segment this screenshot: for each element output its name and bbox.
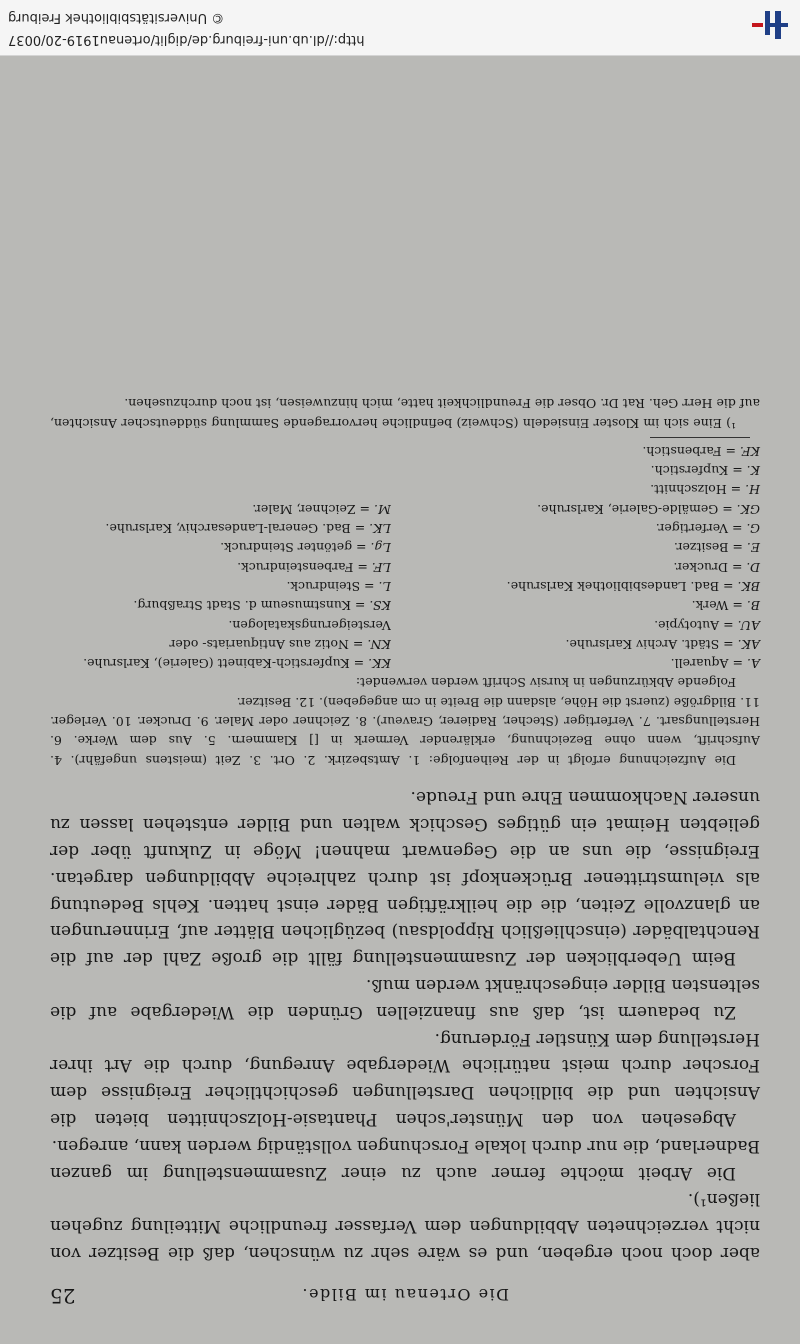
abbreviation-item: M. = Zeichner, Maler. bbox=[252, 501, 391, 517]
paragraph-4: Zu bedauern ist, daß aus finanziellen Gründen die Wiedergabe auf die seltensten Bilder eingeschränkt werden muß. bbox=[50, 975, 760, 1022]
abbreviations-intro: Folgende Abkürzungen in kursiv Schrift werden verwendet: bbox=[355, 675, 736, 691]
abbreviation-item: A. = Aquarell. bbox=[670, 656, 760, 672]
paragraph-2: Die Arbeit möchte ferner auch zu einer Zusammenstellung im ganzen Badnerland, die nur durch lokale Forschungen vollständig werden kann, anregen. bbox=[50, 1135, 760, 1183]
paragraph-3: Abgesehen von den Münster'schen Phantasie-Holzschnitten bieten die Ansichten und die bildlichen Darstellungen geschichtlicher Ereignisse dem Forscher durch meist natürliche Wiedergabe Anregung, durch die Art ihrer Herstellung dem Künstler Förderung. bbox=[50, 1028, 760, 1130]
abbreviation-item: KS. = Kunstmuseum d. Stadt Straßburg. bbox=[133, 598, 391, 614]
copyright-notice: © Universitätsbibliothek Freiburg bbox=[8, 10, 225, 25]
abbreviation-item: B. = Werk. bbox=[691, 598, 760, 614]
logo-bar bbox=[752, 23, 763, 27]
abbreviation-item: L. = Steindruck. bbox=[286, 578, 391, 594]
footnote-divider bbox=[650, 437, 750, 438]
university-library-logo bbox=[750, 5, 790, 45]
abbreviation-item: AU. = Autotypie. bbox=[654, 617, 760, 633]
running-title: Die Ortenau im Bilde. bbox=[300, 1285, 510, 1304]
abbreviation-item: AK. = Städt. Archiv Karlsruhe. bbox=[565, 636, 760, 652]
abbreviation-item: G. = Verfertiger. bbox=[655, 521, 760, 537]
abbreviation-item: KF. = Farbenstich. bbox=[642, 443, 760, 459]
page-number: 25 bbox=[50, 1284, 76, 1308]
abbreviation-item: GK. = Gemälde-Galerie, Karlsruhe. bbox=[537, 501, 760, 517]
abbreviation-list bbox=[50, 442, 760, 674]
page-header bbox=[50, 1280, 760, 1308]
library-banner bbox=[0, 0, 800, 56]
abbreviation-item: KK. = Kupferstich-Kabinett (Galerie), Karlsruhe. bbox=[83, 656, 391, 672]
recording-order-text: Die Aufzeichnung erfolgt in der Reihenfolge: 1. Amtsbezirk. 2. Ort. 3. Zeit (meistens ungefähr). 4. Aufschrift, wenn ohne Bezeichnung, erklärender Vermerk in [] Klammern. 5. Aus dem Werke. 6. Herstellungsart. 7. Verfertiger (Stecher, Radierer, Graveur). 8. Zeichner oder Maler. 9. Drucker. 10. Verleger. 11. Bildgröße (zuerst die Höhe, alsdann die Breite in cm angegeben). 12. Besitzer. bbox=[50, 694, 760, 768]
abbreviation-column-right bbox=[50, 442, 391, 674]
abbreviation-item: Lg. = getönter Steindruck. bbox=[220, 540, 391, 556]
abbreviation-item: H. = Holzschnitt. bbox=[650, 482, 760, 498]
abbreviation-item: LF. = Farbensteindruck. bbox=[237, 559, 391, 575]
permalink-url[interactable]: http://dl.ub.uni-freiburg.de/diglit/ortenau1919-20/0037 bbox=[8, 32, 365, 47]
abbreviation-item: BK. = Bad. Landesbibliothek Karlsruhe. bbox=[506, 578, 760, 594]
paragraph-5: Beim Ueberblicken der Zusammenstellung fällt die große Zahl der auf die Renchtalbäder (einschließlich Rippoldsau) bezüglichen Blätter auf, Erinnerungen an glanzvolle Zeiten, die die heilkräftigen Bäder einst hatten. Kehls Bedeutung als vielumstrittener Brückenkopf ist durch zahlreiche Abbildungen dargetan. Ereignisse, die uns an die Gegenwart mahnen! Möge in Zukunft über der geliebten Heimat ein gütiges Geschick walten und Bilder entstehen lassen zu unserer Nachkommen Ehre und Freude. bbox=[50, 787, 760, 969]
scanned-page bbox=[50, 64, 760, 1308]
abbreviation-column-left bbox=[391, 442, 760, 674]
abbreviation-item: D. = Drucker. bbox=[673, 559, 760, 575]
abbreviation-item: K. = Kupferstich. bbox=[650, 463, 760, 479]
abbreviation-item: KN. = Notiz aus Antiquariats- oder Versteigerungskatalogen. bbox=[169, 617, 391, 652]
logo-bar bbox=[768, 23, 788, 27]
abbreviation-item: LK. = Bad. General-Landesarchiv, Karlsruhe. bbox=[105, 521, 391, 537]
footnote: ¹) Eine sich im Kloster Einsiedeln (Schweiz) befindliche hervorragende Sammlung süddeutscher Ansichten, auf die Herr Geh. Rat Dr. Obser die Freundlichkeit hatte, mich hinzuweisen, ist noch durchzusehen. bbox=[50, 396, 760, 431]
abbreviation-item: E. = Besitzer. bbox=[673, 540, 760, 556]
paragraph-1: aber doch noch ergeben, und es wäre sehr zu wünschen, daß die Besitzer von nicht verzeichneten Abbildungen dem Verfasser freundliche Mitteilung zugehen ließen¹). bbox=[50, 1189, 760, 1263]
